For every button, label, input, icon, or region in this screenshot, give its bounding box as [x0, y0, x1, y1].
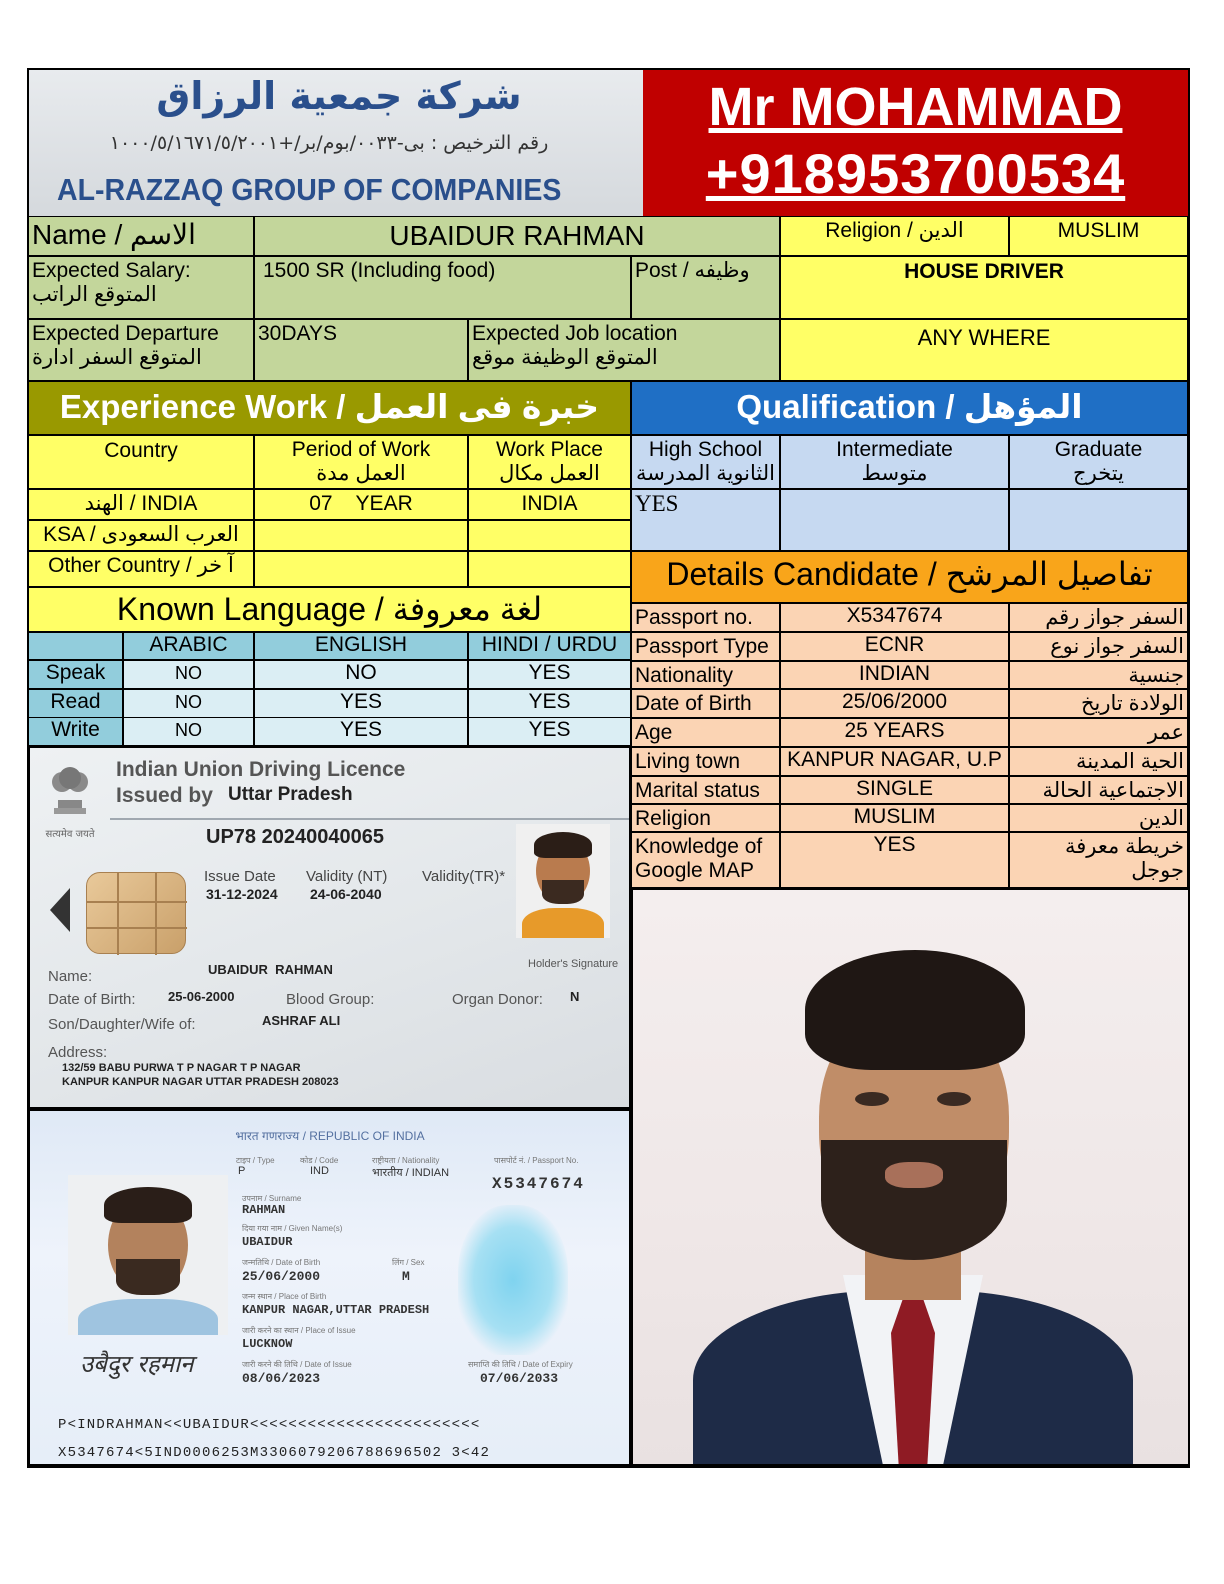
- qualification-title: Qualification / المؤهل: [631, 381, 1188, 435]
- high-school-label-ar: الثانوية المدرسة: [636, 462, 775, 485]
- details-row-label: Living town: [631, 747, 780, 776]
- licence-validity-nt-label: Validity (NT): [306, 868, 388, 885]
- licence-state: Uttar Pradesh: [228, 784, 353, 805]
- language-row-label: Speak: [28, 660, 123, 689]
- passport-doi-label: जारी करने की तिथि / Date of Issue: [242, 1360, 352, 1369]
- licence-dob-value: 25-06-2000: [168, 989, 235, 1004]
- qualification-high-school: [631, 435, 780, 489]
- licence-name-label: Name:: [48, 968, 93, 985]
- name-value: UBAIDUR RAHMAN: [254, 216, 780, 256]
- licence-name-value: UBAIDUR RAHMAN: [208, 962, 333, 977]
- passport-nationality-label: राष्ट्रीयता / Nationality: [372, 1156, 440, 1165]
- company-logo-banner: [29, 70, 643, 216]
- language-row-label: Read: [28, 689, 123, 718]
- qualification-intermediate: [780, 435, 1009, 489]
- hair: [805, 950, 1025, 1070]
- licence-header-line: [110, 818, 631, 820]
- passport-no-label: पासपोर्ट नं. / Passport No.: [494, 1156, 579, 1165]
- details-row-label: Date of Birth: [631, 689, 780, 718]
- high-school-value: YES: [631, 489, 780, 551]
- details-row-arabic: السفر جواز رقم: [1009, 603, 1188, 632]
- religion-value: MUSLIM: [1009, 216, 1188, 256]
- passport-pob: KANPUR NAGAR,UTTAR PRADESH: [242, 1303, 430, 1317]
- details-row-label: Marital status: [631, 776, 780, 804]
- details-row-value: MUSLIM: [780, 804, 1009, 832]
- holder-signature-label: Holder's Signature: [528, 958, 619, 970]
- passport-type: P: [238, 1165, 246, 1177]
- licence-validity-tr-label: Validity(TR)*: [422, 868, 506, 885]
- passport-sex: M: [402, 1269, 410, 1284]
- qualification-graduate: [1009, 435, 1188, 489]
- candidate-photo: [631, 888, 1190, 1466]
- details-row-value: KANPUR NAGAR, U.P: [780, 747, 1009, 776]
- details-row-arabic: الحية المدينة: [1009, 747, 1188, 776]
- licence-issued-by: Issued by: [116, 784, 213, 807]
- religion-label: Religion / الدين: [780, 216, 1009, 256]
- emblem-caption: सत्यमेव जयते: [45, 829, 95, 840]
- intermediate-value: [780, 489, 1009, 551]
- experience-col-period: [254, 435, 468, 489]
- licence-issue-value: 31-12-2024: [206, 886, 278, 902]
- post-value: HOUSE DRIVER: [780, 256, 1188, 319]
- licence-holder-photo: [516, 824, 610, 938]
- period-label-en: Period of Work: [291, 438, 431, 461]
- job-location-label-en: Expected Job location: [472, 322, 678, 345]
- passport-doe: 07/06/2033: [480, 1371, 559, 1386]
- language-col-english: ENGLISH: [254, 632, 468, 660]
- passport-dob: 25/06/2000: [242, 1269, 321, 1284]
- language-arabic-level: NO: [123, 689, 254, 718]
- experience-row-country: KSA / العرب السعودى: [28, 520, 254, 551]
- experience-row-place: [468, 520, 631, 551]
- name-label: Name / الاسم: [28, 216, 254, 256]
- details-row-value: SINGLE: [780, 776, 1009, 804]
- graduate-value: [1009, 489, 1188, 551]
- chip-icon: [86, 872, 186, 954]
- passport-signature: उबैदुर रहमान: [80, 1350, 194, 1378]
- language-row-label: Write: [28, 717, 123, 746]
- details-row-label: Knowledge of Google MAP: [631, 832, 780, 888]
- passport-nationality: भारतीय / INDIAN: [372, 1167, 450, 1179]
- licence-title: Indian Union Driving Licence: [116, 758, 406, 781]
- passport-sex-label: लिंग / Sex: [392, 1258, 425, 1267]
- high-school-label-en: High School: [648, 438, 763, 461]
- tie: [891, 1295, 935, 1466]
- passport-given-label: दिया गया नाम / Given Name(s): [242, 1224, 343, 1233]
- driving-licence-image: [28, 746, 631, 1109]
- agent-contact-box: [643, 70, 1188, 216]
- eye-left: [855, 1092, 889, 1106]
- eye-right: [937, 1092, 971, 1106]
- licence-blood-label: Blood Group:: [286, 991, 375, 1008]
- licence-dob-label: Date of Birth:: [48, 991, 136, 1008]
- language-arabic-level: NO: [123, 717, 254, 746]
- language-corner: [28, 632, 123, 660]
- language-col-arabic: ARABIC: [123, 632, 254, 660]
- details-row-value: 25 YEARS: [780, 718, 1009, 747]
- job-location-value: ANY WHERE: [780, 319, 1188, 381]
- passport-mrz-line1: P<INDRAHMAN<<UBAIDUR<<<<<<<<<<<<<<<<<<<<<<<<: [58, 1417, 481, 1433]
- details-row-label: Religion: [631, 804, 780, 832]
- agent-phone: +918953700534: [705, 142, 1126, 205]
- passport-code-label: कोड / Code: [300, 1156, 339, 1165]
- passport-doe-label: समाप्ति की तिथि / Date of Expiry: [468, 1360, 573, 1369]
- experience-row-period: 07 YEAR: [254, 489, 468, 520]
- place-label-en: Work Place: [496, 438, 603, 461]
- language-english-level: NO: [254, 660, 468, 689]
- beard: [821, 1140, 1007, 1260]
- passport-country: भारत गणराज्य / REPUBLIC OF INDIA: [235, 1129, 425, 1143]
- job-location-label-ar: المتوقع الوظيفة موقع: [472, 346, 658, 369]
- details-row-value: ECNR: [780, 632, 1009, 661]
- licence-relation-value: ASHRAF ALI: [262, 1013, 341, 1028]
- salary-value: 1500 SR (Including food): [254, 256, 631, 319]
- language-hindi-level: YES: [468, 689, 631, 718]
- passport-poi-label: जारी करने का स्थान / Place of Issue: [242, 1326, 356, 1335]
- details-row-label: Nationality: [631, 661, 780, 689]
- mouth: [885, 1162, 943, 1188]
- salary-label-ar: المتوقع الراتب: [32, 283, 157, 306]
- details-row-value: YES: [780, 832, 1009, 888]
- licence-organ-label: Organ Donor:: [452, 991, 543, 1008]
- licence-address-line1: 132/59 BABU PURWA T P NAGAR T P NAGAR: [62, 1062, 301, 1074]
- license-line: رقم الترخيص : بى-٠٠٣٣/بوم/بر/+١٠٠٠/٥/١٦٧١/٥/٢٠٠١: [109, 132, 549, 154]
- intermediate-label-ar: متوسط: [861, 462, 928, 485]
- experience-row-place: INDIA: [468, 489, 631, 520]
- language-hindi-level: YES: [468, 660, 631, 689]
- details-row-arabic: الولادة تاريخ: [1009, 689, 1188, 718]
- passport-doi: 08/06/2023: [242, 1371, 321, 1386]
- details-row-arabic: الاجتماعية الحالة: [1009, 776, 1188, 804]
- ghost-image: [458, 1205, 568, 1355]
- licence-relation-label: Son/Daughter/Wife of:: [48, 1016, 196, 1033]
- licence-issue-label: Issue Date: [204, 868, 276, 885]
- company-name-arabic: شركة جمعية الرزاق: [156, 74, 522, 118]
- job-location-label: [468, 319, 780, 381]
- experience-row-period: [254, 551, 468, 587]
- details-row-value: INDIAN: [780, 661, 1009, 689]
- passport-surname-label: उपनाम / Surname: [242, 1194, 302, 1203]
- experience-row-period: [254, 520, 468, 551]
- company-name-english: AL-RAZZAQ GROUP OF COMPANIES: [57, 172, 562, 207]
- experience-row-country: Other Country / آ خر: [28, 551, 254, 587]
- agent-name: Mr MOHAMMAD: [708, 77, 1123, 137]
- departure-label-en: Expected Departure: [32, 322, 219, 345]
- experience-col-place: [468, 435, 631, 489]
- language-col-hindi: HINDI / URDU: [468, 632, 631, 660]
- passport-surname: RAHMAN: [242, 1203, 286, 1217]
- passport-given: UBAIDUR: [242, 1235, 293, 1249]
- passport-code: IND: [310, 1165, 329, 1177]
- licence-organ-value: N: [570, 989, 580, 1004]
- details-row-arabic: عمر: [1009, 718, 1188, 747]
- details-row-arabic: السفر جواز نوع: [1009, 632, 1188, 661]
- details-row-label: Passport no.: [631, 603, 780, 632]
- arrow-icon: [50, 888, 70, 932]
- departure-label: [28, 319, 254, 381]
- departure-label-ar: المتوقع السفر ادارة: [32, 346, 202, 369]
- passport-holder-photo: [68, 1175, 228, 1335]
- licence-address-label: Address:: [48, 1044, 108, 1061]
- graduate-label-en: Graduate: [1054, 438, 1143, 461]
- details-row-label: Age: [631, 718, 780, 747]
- passport-pob-label: जन्म स्थान / Place of Birth: [242, 1292, 327, 1301]
- experience-row-place: [468, 551, 631, 587]
- language-arabic-level: NO: [123, 660, 254, 689]
- licence-number: UP78 20240040065: [206, 826, 384, 848]
- passport-mrz-line2: X5347674<5IND0006253M3306079206788696502 3<42: [58, 1445, 491, 1461]
- national-emblem-icon: [40, 756, 100, 836]
- passport-image: [28, 1109, 631, 1466]
- passport-number: X5347674: [492, 1175, 585, 1193]
- details-row-value: 25/06/2000: [780, 689, 1009, 718]
- language-english-level: YES: [254, 717, 468, 746]
- details-title: Details Candidate / تفاصيل المرشح: [631, 551, 1188, 603]
- language-title: Known Language / لغة معروفة: [28, 587, 631, 632]
- experience-col-country: Country: [28, 435, 254, 489]
- details-row-value: X5347674: [780, 603, 1009, 632]
- passport-poi: LUCKNOW: [242, 1337, 293, 1351]
- place-label-ar: العمل مكال: [499, 462, 600, 485]
- period-label-ar: العمل مدة: [316, 462, 406, 485]
- departure-value: 30DAYS: [254, 319, 468, 381]
- graduate-label-ar: يتخرج: [1073, 462, 1124, 485]
- language-hindi-level: YES: [468, 717, 631, 746]
- licence-address-line2: KANPUR KANPUR NAGAR UTTAR PRADESH 208023: [62, 1076, 339, 1088]
- language-english-level: YES: [254, 689, 468, 718]
- passport-type-label: टाइप / Type: [236, 1156, 275, 1165]
- intermediate-label-en: Intermediate: [836, 438, 953, 461]
- passport-dob-label: जन्मतिथि / Date of Birth: [242, 1258, 321, 1267]
- details-row-arabic: خريطة معرفة جوجل: [1009, 832, 1188, 888]
- experience-row-country: الهند / INDIA: [28, 489, 254, 520]
- experience-title: Experience Work / خبرة فى العمل: [28, 381, 631, 435]
- licence-validity-nt-value: 24-06-2040: [310, 886, 382, 902]
- salary-label: [28, 256, 254, 319]
- details-row-label: Passport Type: [631, 632, 780, 661]
- post-label: Post / وظيفه: [631, 256, 780, 319]
- salary-label-en: Expected Salary:: [32, 259, 191, 282]
- details-row-arabic: جنسية: [1009, 661, 1188, 689]
- details-row-arabic: الدين: [1009, 804, 1188, 832]
